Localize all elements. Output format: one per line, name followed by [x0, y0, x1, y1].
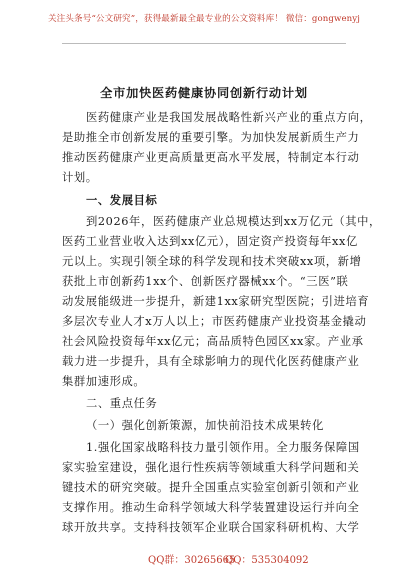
- body-line: 球开放共享。支持科技领军企业联合国家科研机构、大学: [62, 521, 360, 534]
- header-banner: 关注头条号“公文研究”，获得最新最全最专业的公文资料库！ 微信：gongwenyj: [47, 14, 361, 24]
- body-line: 医药健康产业是我国发展战略性新兴产业的重点方向，: [86, 111, 372, 124]
- section-heading: 二、重点任务: [86, 397, 158, 410]
- document-title: 全市加快医药健康协同创新行动计划: [100, 86, 308, 100]
- body-line: 支撑作用。推动生命科学领域大科学装置建设运行并向全: [62, 501, 360, 514]
- footer-qq-group: QQ群：30265665: [148, 555, 236, 566]
- subsection-heading: （一）强化创新策源，加快前沿技术成果转化: [86, 419, 324, 432]
- body-line: 获批上市创新药1xx个、创新医疗器械xx个。“三医”联: [62, 275, 349, 288]
- body-line: 家实验室建设，强化退行性疾病等领域重大科学问题和关: [62, 461, 360, 474]
- body-line: 社会风险投资每年xx亿元；高品质特色园区xx家。产业承: [62, 335, 364, 348]
- body-line: 载力进一步提升，具有全球影响力的现代化医药健康产业: [62, 355, 360, 368]
- body-line: 1.强化国家战略科技力量引领作用。全力服务保障国: [86, 441, 360, 454]
- body-line: 推动医药健康产业更高质量更高水平发展，特制定本行动: [62, 151, 360, 164]
- body-line: 到2026年，医药健康产业总规模达到xx万亿元（其中，: [86, 215, 381, 228]
- body-line: 多层次专业人才x万人以上；市医药健康产业投资基金撬动: [62, 315, 367, 328]
- footer-contact: [0, 551, 408, 565]
- body-line: 元以上。实现引领全球的科学发现和技术突破xx项，新增: [62, 255, 362, 268]
- section-heading: 一、发展目标: [86, 193, 158, 207]
- header-divider: [62, 43, 346, 44]
- footer-qq: QQ：535304092: [225, 555, 309, 566]
- body-line: 医药工业营业收入达到xx亿元），固定资产投资每年xx亿: [62, 235, 358, 248]
- body-line: 计划。: [62, 171, 98, 184]
- body-line: 集群加速形成。: [62, 375, 146, 388]
- body-line: 是助推全市创新发展的重要引擎。为加快发展新质生产力: [62, 131, 360, 144]
- body-line: 键技术的研究突破。提升全国重点实验室创新引领和产业: [62, 481, 360, 494]
- body-line: 动发展能级进一步提升，新建1xx家研究型医院；引进培育: [62, 295, 370, 308]
